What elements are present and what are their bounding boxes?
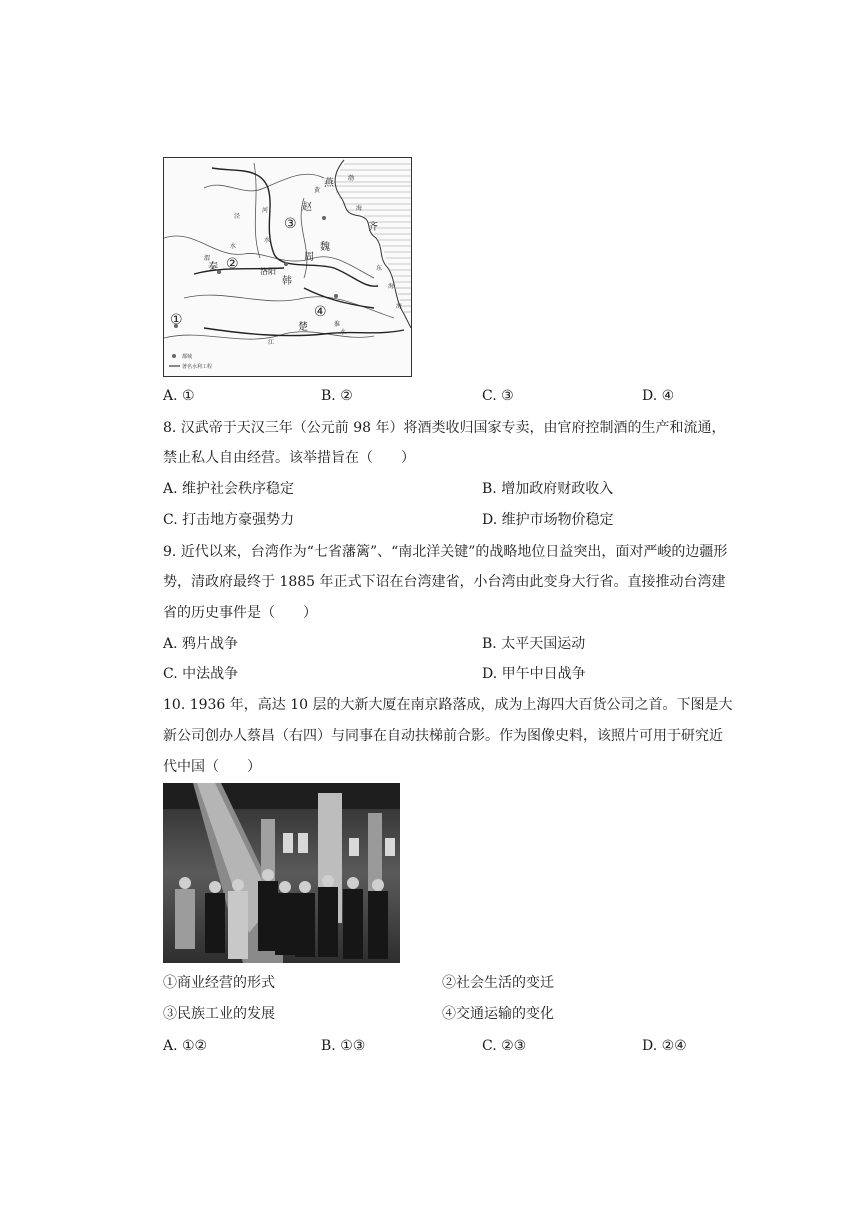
map-state-zhou: 周 — [304, 252, 314, 263]
map-river-label: 泾 — [234, 213, 241, 220]
q10-statement-4: ④交通运输的变化 — [442, 1006, 554, 1022]
map-river-label: 水 — [230, 243, 237, 250]
q8-option-b: B. 增加政府财政收入 — [482, 481, 614, 497]
q10-statement-1: ①商业经营的形式 — [163, 975, 275, 991]
map-state-wei: 魏 — [320, 242, 330, 253]
warring-states-map — [163, 157, 412, 377]
escalator-group-photo — [163, 783, 400, 963]
map-drawing — [164, 158, 411, 376]
map-river-label: 海 — [356, 205, 363, 212]
q10-stem-line3: 代中国（ ） — [163, 759, 261, 775]
q9-stem-line2: 势，清政府最终于 1885 年正式下诏在台湾建省，小台湾由此变身大行省。直接推动台湾建 — [163, 574, 726, 590]
q9-option-a: A. 鸦片战争 — [163, 636, 239, 652]
q10-option-b: B. ①③ — [321, 1038, 366, 1054]
map-river-label: 水 — [264, 237, 271, 244]
q7-option-c: C. ③ — [482, 388, 514, 404]
map-river-label: 海 — [396, 303, 403, 310]
q8-option-a: A. 维护社会秩序稳定 — [163, 481, 295, 497]
q8-stem-line1: 8. 汉武帝于天汉三年（公元前 98 年）将酒类收归国家专卖，由官府控制酒的生产和流通， — [163, 420, 726, 436]
q7-option-b: B. ② — [321, 388, 353, 404]
map-circled-4: ④ — [314, 304, 327, 320]
legend-capital: 都城 — [182, 354, 193, 360]
map-river-label: 东 — [376, 265, 383, 272]
map-circled-1: ① — [170, 312, 183, 328]
map-river-label: 淮 — [334, 321, 341, 328]
map-river-label: 江 — [268, 339, 275, 346]
map-river-label: 河 — [262, 207, 269, 214]
map-state-qi: 齐 — [368, 222, 378, 233]
q8-option-c: C. 打击地方豪强势力 — [163, 512, 295, 528]
q10-statement-3: ③民族工业的发展 — [163, 1006, 275, 1022]
legend-project: 著名水利工程 — [182, 364, 213, 370]
q10-option-a: A. ①② — [163, 1038, 208, 1054]
q8-stem-line2: 禁止私人自由经营。该举措旨在（ ） — [163, 450, 415, 466]
q8-option-d: D. 维护市场物价稳定 — [482, 512, 614, 528]
q9-option-c: C. 中法战争 — [163, 666, 239, 682]
map-city-luoyang: 洛阳 — [260, 267, 276, 276]
q10-statement-2: ②社会生活的变迁 — [442, 975, 554, 991]
q10-option-d: D. ②④ — [642, 1038, 687, 1054]
map-river-label: 黄 — [314, 187, 321, 194]
map-circled-3: ③ — [284, 216, 297, 232]
q7-option-a: A. ① — [163, 388, 195, 404]
q10-stem-line1: 10. 1936 年，高达 10 层的大新大厦在南京路落成，成为上海四大百货公司之首。下图是大 — [163, 697, 733, 713]
map-state-zhao: 赵 — [302, 202, 312, 213]
q10-option-c: C. ②③ — [482, 1038, 527, 1054]
map-legend — [169, 353, 212, 370]
map-river-label: 渭 — [204, 255, 211, 262]
q7-option-d: D. ④ — [642, 388, 675, 404]
map-river-label: 渤 — [348, 175, 355, 182]
map-circled-2: ② — [226, 256, 239, 272]
sea-hatching — [334, 164, 411, 312]
map-state-han: 韩 — [282, 276, 292, 287]
q9-option-d: D. 甲午中日战争 — [482, 666, 586, 682]
q9-stem-line1: 9. 近代以来，台湾作为“七省藩篱”、“南北洋关键”的战略地位日益突出，面对严峻的边疆形 — [163, 544, 728, 560]
map-river-label: 海 — [388, 283, 395, 290]
map-state-yan: 燕 — [324, 178, 334, 189]
photo-drawing — [163, 783, 400, 963]
map-state-qin: 秦 — [208, 262, 218, 273]
q10-stem-line2: 新公司创办人蔡昌（右四）与同事在自动扶梯前合影。作为图像史料，该照片可用于研究近 — [163, 728, 723, 744]
boundaries — [164, 163, 394, 339]
map-state-chu: 楚 — [298, 322, 308, 333]
q9-stem-line3: 省的历史事件是（ ） — [163, 605, 317, 621]
map-river-label: 水 — [340, 329, 347, 336]
q9-option-b: B. 太平天国运动 — [482, 636, 586, 652]
